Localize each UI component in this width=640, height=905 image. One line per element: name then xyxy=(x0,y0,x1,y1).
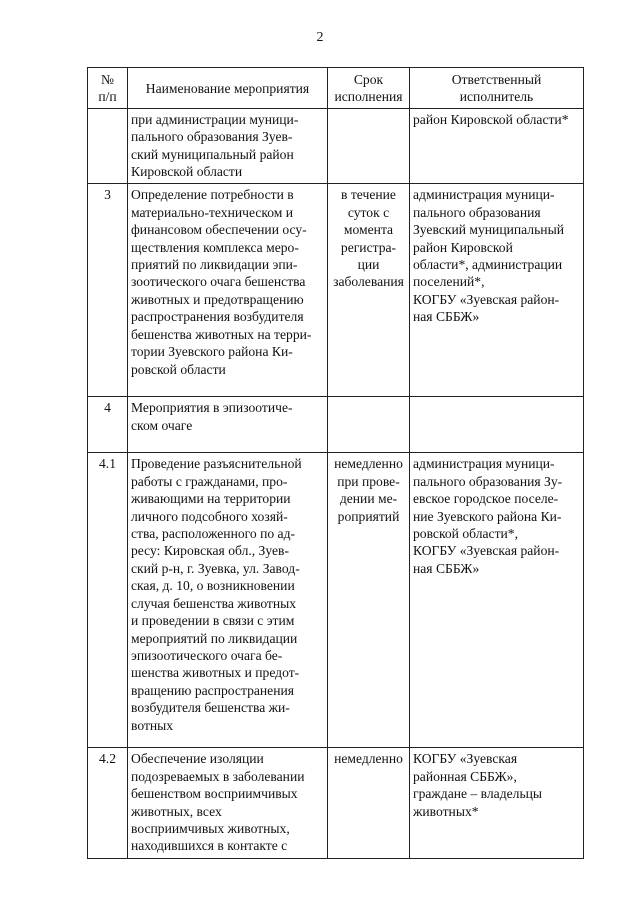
measure-name: Мероприятия в эпизоотиче- ском очаге xyxy=(128,397,328,453)
deadline: немедленно при прове- дении ме- роприятий xyxy=(328,453,410,748)
table-row xyxy=(88,108,584,184)
table-row xyxy=(88,397,584,453)
measures-table xyxy=(87,67,584,859)
header-deadline: Срок исполнения xyxy=(328,68,410,109)
responsible: район Кировской области* xyxy=(410,108,584,184)
row-number: 4.1 xyxy=(88,453,128,748)
deadline xyxy=(328,397,410,453)
responsible: администрация муници- пального образования Зуевский муниципальный район Кировской области*, администрации поселений*, КОГБУ «Зуевская район- ная СББЖ» xyxy=(410,184,584,397)
deadline: в течение суток с момента регистра- ции заболевания xyxy=(328,184,410,397)
header-responsible: Ответственный исполнитель xyxy=(410,68,584,109)
row-number: 4.2 xyxy=(88,748,128,858)
row-number xyxy=(88,108,128,184)
header-measure-name: Наименование мероприятия xyxy=(128,68,328,109)
measure-name: Определение потребности в материально-техническом и финансовом обеспечении осу- ществления комплекса меро- приятий по ликвидации эпи- зоотического очага бешенства животных и предотвращению распространения возбудителя бешенства животных на терри- тории Зуевского района Ки- ровской области xyxy=(128,184,328,397)
deadline xyxy=(328,108,410,184)
responsible xyxy=(410,397,584,453)
table-header-row xyxy=(88,68,584,109)
table-row xyxy=(88,748,584,858)
deadline: немедленно xyxy=(328,748,410,858)
table-row xyxy=(88,453,584,748)
row-number: 4 xyxy=(88,397,128,453)
page-number: 2 xyxy=(316,30,324,45)
table-row xyxy=(88,184,584,397)
header-number: № п/п xyxy=(88,68,128,109)
measure-name: Проведение разъяснительной работы с гражданами, про- живающими на территории личного подсобного хозяй- ства, расположенного по ад- ресу: Кировская обл., Зуев- ский р-н, г. Зуевка, ул. Завод- ская, д. 10, о возникновении случая бешенства животных и проведении в связи с этим мероприятий по ликвидации эпизоотического очага бе- шенства животных и предот- вращению распространения возбудителя бешенства жи- вотных xyxy=(128,453,328,748)
responsible: администрация муници- пального образования Зу- евское городское поселе- ние Зуевского района Ки- ровской области*, КОГБУ «Зуевская район- ная СББЖ» xyxy=(410,453,584,748)
responsible: КОГБУ «Зуевская районная СББЖ», граждане – владельцы животных* xyxy=(410,748,584,858)
measure-name: Обеспечение изоляции подозреваемых в заболевании бешенством восприимчивых животных, всех восприимчивых животных, находившихся в контакте с xyxy=(128,748,328,858)
row-number: 3 xyxy=(88,184,128,397)
measure-name: при администрации муници- пального образования Зуев- ский муниципальный район Кировской области xyxy=(128,108,328,184)
